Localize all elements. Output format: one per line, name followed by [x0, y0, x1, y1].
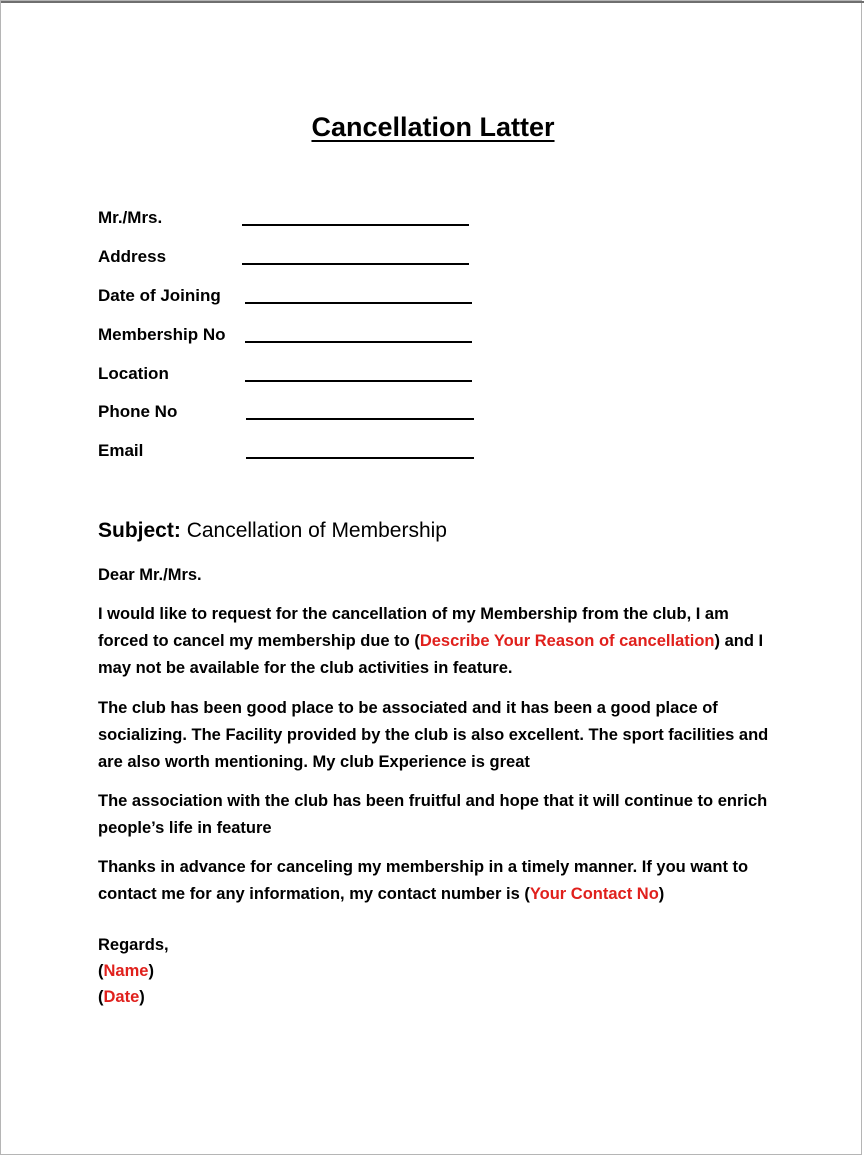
- paragraph-contact: Thanks in advance for canceling my membership in a timely manner. If you want to contact me for any information, my contact number is (Your Contact No): [98, 858, 749, 903]
- field-label: Membership No: [98, 325, 226, 344]
- salutation: Dear Mr./Mrs.: [98, 566, 202, 584]
- paragraph-experience: The club has been good place to be associated and it has been a good place of socializing. The Facility provided by the club is also excellent. The sport facilities and are also worth mentioning. My club Experience is great: [98, 699, 769, 771]
- field-label: Address: [98, 247, 167, 266]
- blank-line[interactable]: [242, 263, 469, 265]
- contact-placeholder: Your Contact No: [529, 885, 659, 903]
- subject-label: Subject:: [98, 519, 181, 542]
- document-title: Cancellation Latter: [311, 112, 555, 142]
- name-placeholder: Name: [103, 962, 149, 980]
- blank-line[interactable]: [245, 302, 472, 304]
- field-label: Email: [98, 441, 144, 460]
- closing-block: [98, 932, 169, 1010]
- date-line: (Date): [98, 988, 145, 1006]
- regards-text: Regards,: [98, 936, 169, 954]
- date-placeholder: Date: [103, 988, 140, 1006]
- top-border: [1, 1, 864, 3]
- blank-line[interactable]: [246, 457, 474, 459]
- blank-line[interactable]: [245, 341, 472, 343]
- paragraph-association: The association with the club has been fruitful and hope that it will continue to enrich people’s life in feature: [98, 792, 768, 837]
- subject-line: [98, 519, 447, 543]
- blank-line[interactable]: [245, 380, 472, 382]
- blank-line[interactable]: [242, 224, 469, 226]
- field-label: Mr./Mrs.: [98, 208, 163, 227]
- reason-placeholder: Describe Your Reason of cancellation: [419, 632, 715, 650]
- subject-text: Cancellation of Membership: [186, 519, 447, 542]
- field-label: Date of Joining: [98, 286, 221, 305]
- field-label: Location: [98, 364, 169, 383]
- paragraph-reason: I would like to request for the cancellation of my Membership from the club, I am forced to cancel my membership due to (Describe Your Reason of cancellation) and I may not be available for the club activities in feature.: [98, 605, 764, 677]
- blank-line[interactable]: [246, 418, 474, 420]
- name-line: (Name): [98, 962, 154, 980]
- field-label: Phone No: [98, 402, 178, 421]
